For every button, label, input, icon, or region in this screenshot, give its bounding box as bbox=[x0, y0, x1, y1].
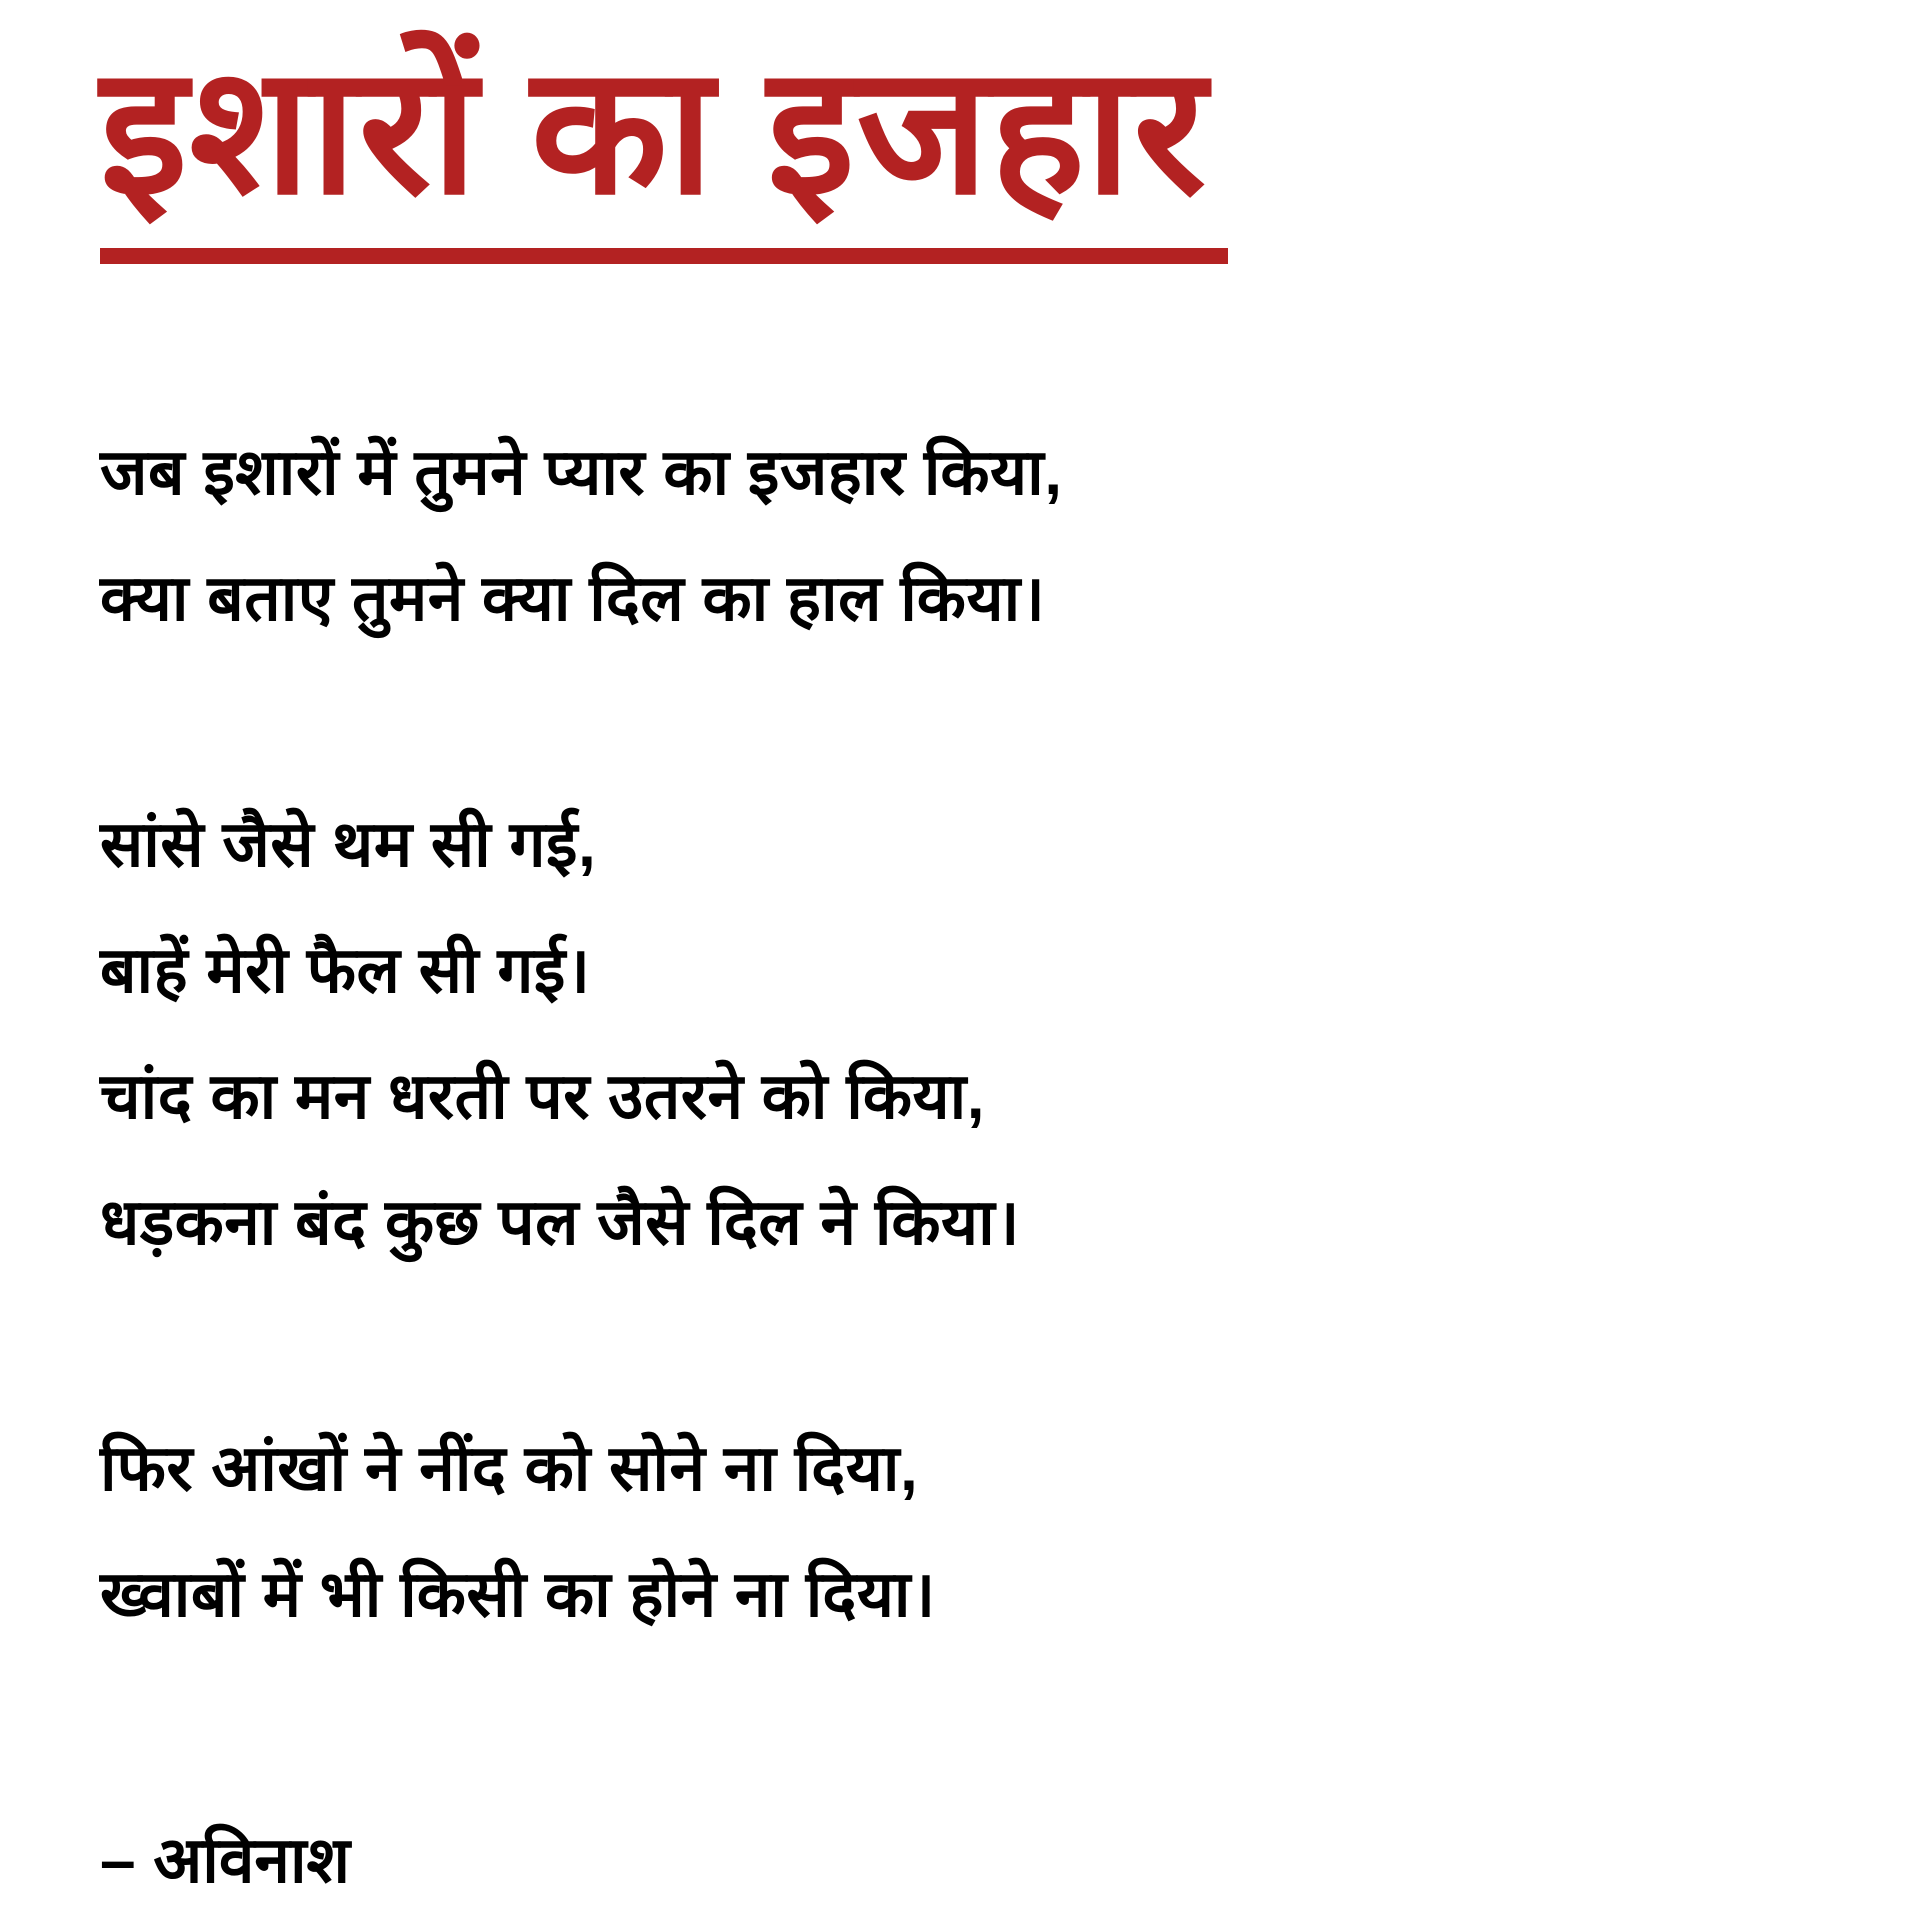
poem-line: चांद का मन धरती पर उतरने को किया, bbox=[100, 1059, 985, 1132]
stanza-3 bbox=[100, 1405, 1820, 1657]
stanza-2 bbox=[100, 781, 1820, 1285]
poem-line: फिर आंखों ने नींद को सोने ना दिया, bbox=[100, 1431, 919, 1504]
poem-line: क्या बताए तुमने क्या दिल का हाल किया। bbox=[100, 561, 1046, 634]
poem-line: जब इशारों में तुमने प्यार का इजहार किया, bbox=[100, 435, 1063, 508]
author-signature: – अविनाश bbox=[100, 1823, 351, 1896]
poem-line: सांसे जैसे थम सी गई, bbox=[100, 807, 597, 880]
poem-line: ख्वाबों में भी किसी का होने ना दिया। bbox=[100, 1557, 936, 1630]
poem-title: इशारों का इजहार bbox=[100, 24, 1228, 264]
poem-line: बाहें मेरी फैल सी गई। bbox=[100, 933, 591, 1006]
poem-line: धड़कना बंद कुछ पल जैसे दिल ने किया। bbox=[100, 1185, 1021, 1258]
stanza-1 bbox=[100, 409, 1820, 661]
